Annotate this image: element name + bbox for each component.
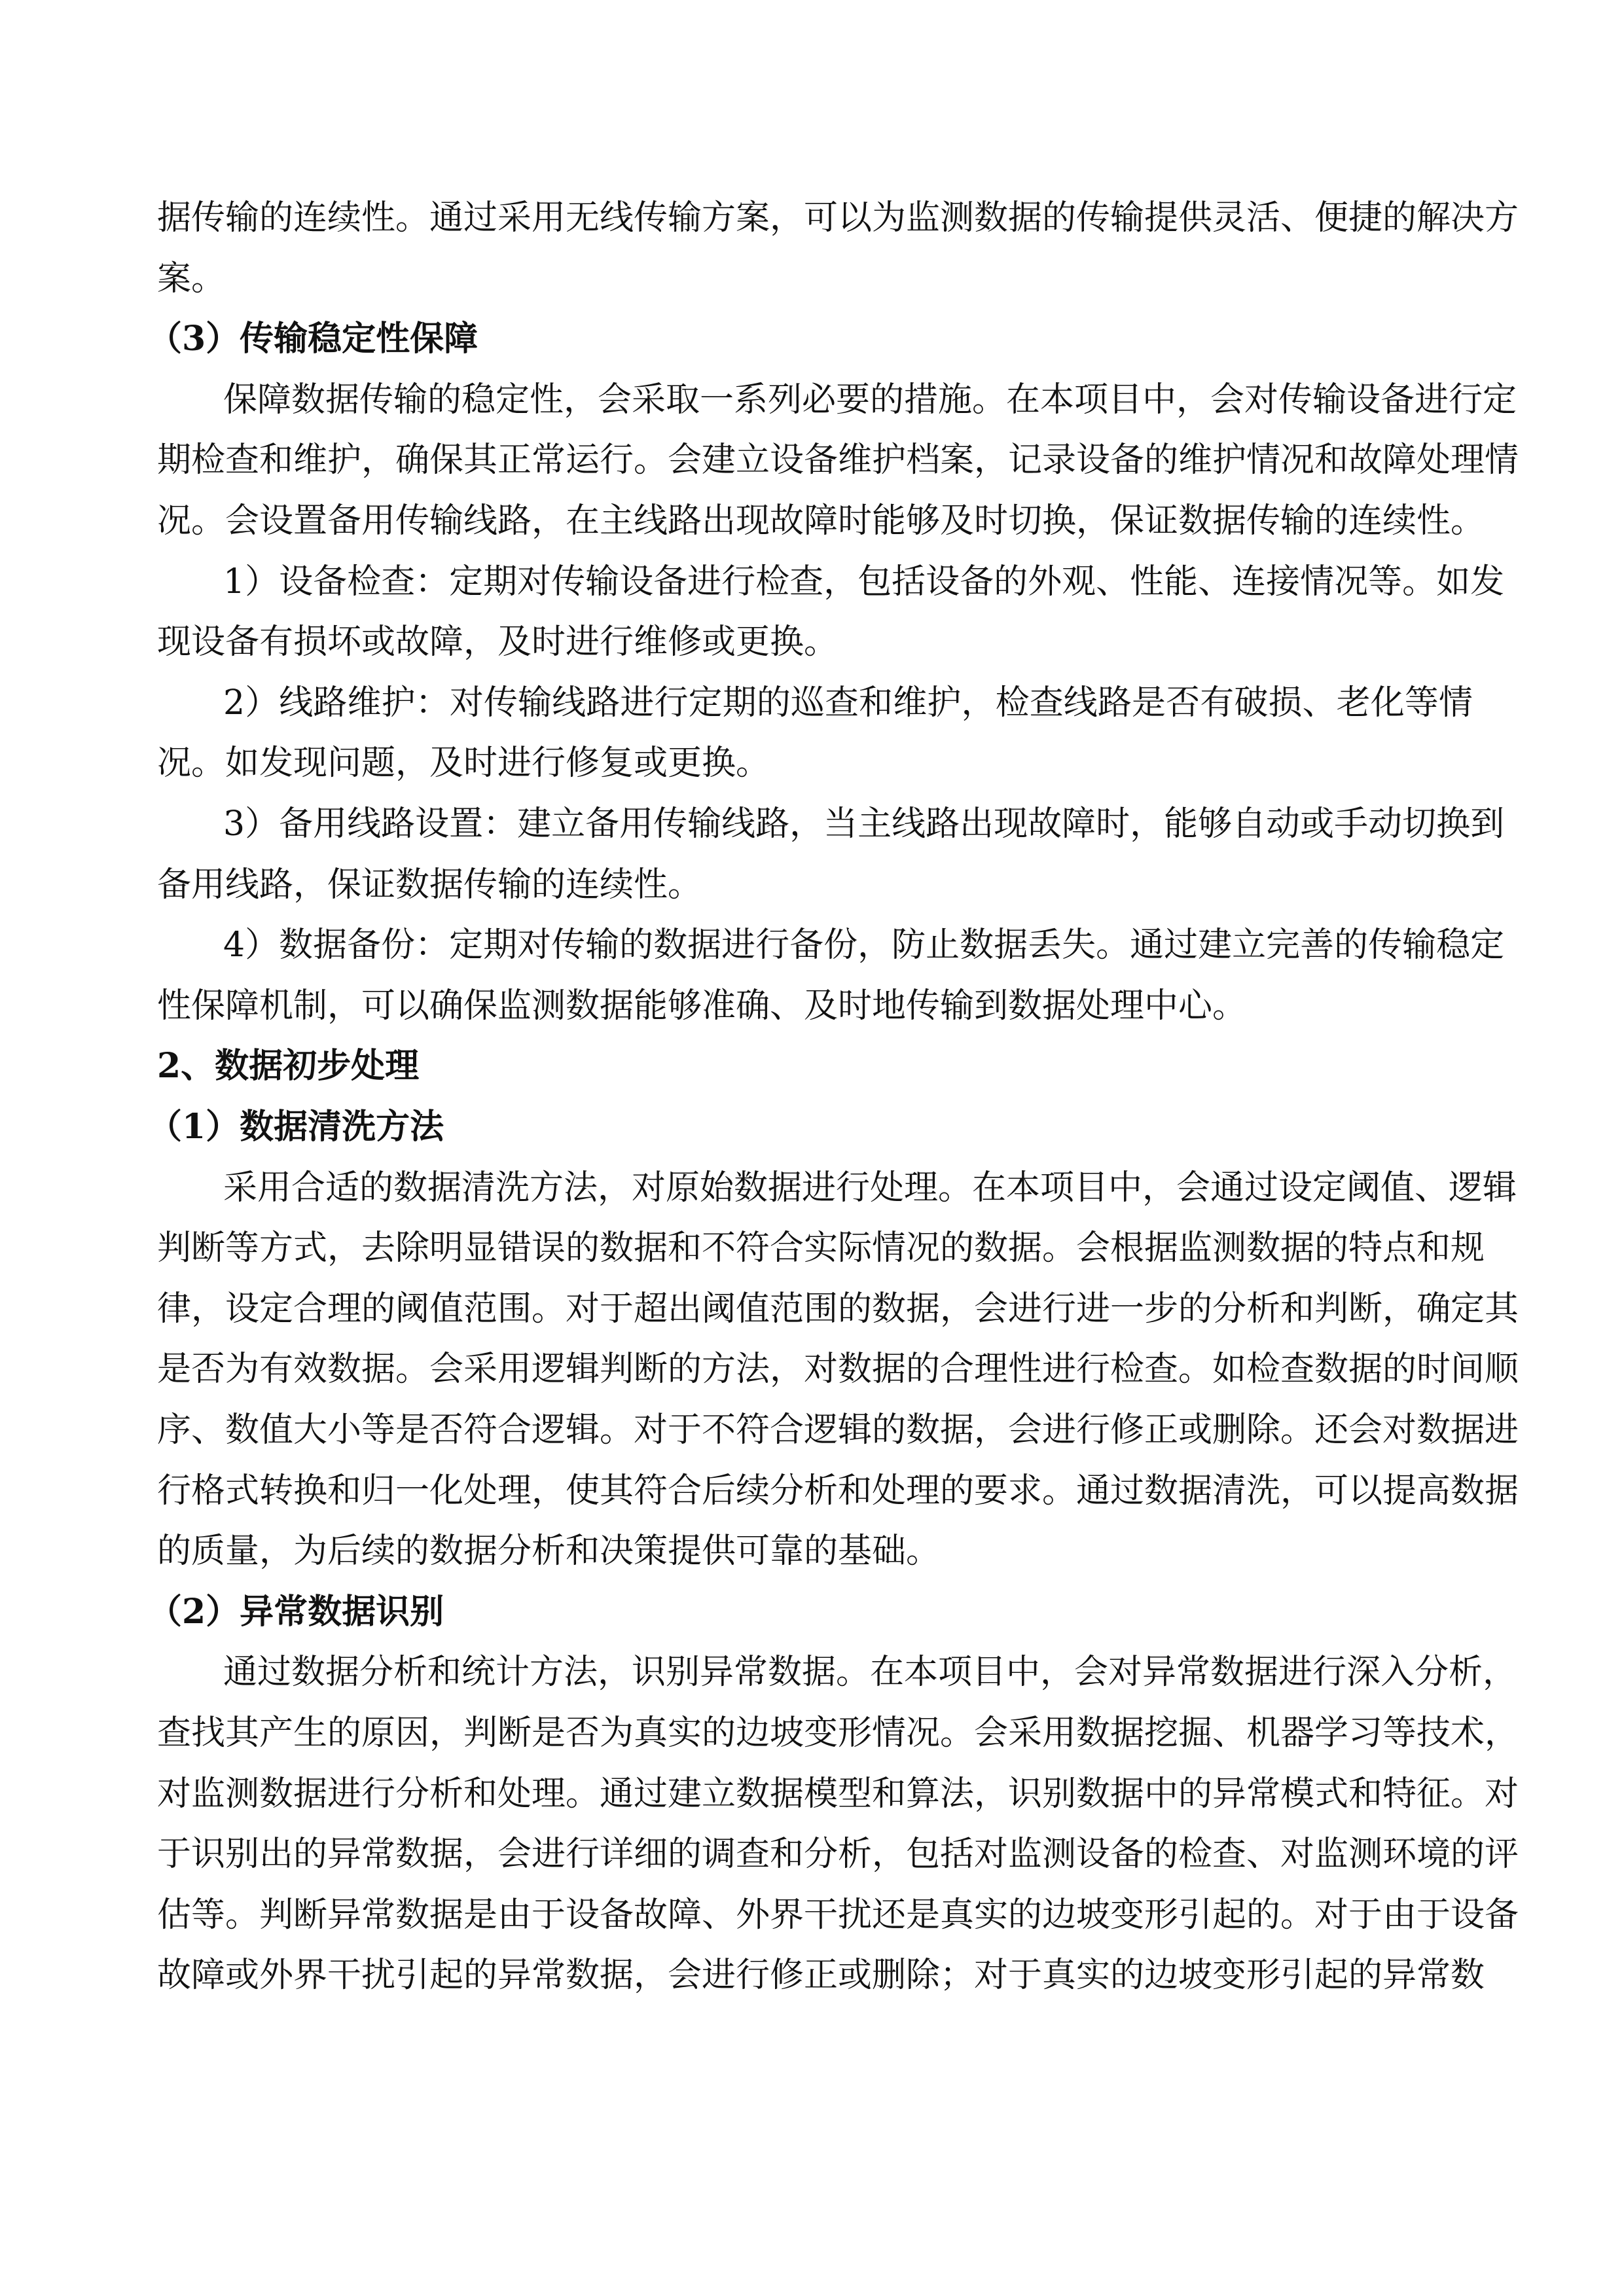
paragraph-line: 通过数据分析和统计方法，识别异常数据。在本项目中，会对异常数据进行深入分析， (223, 1653, 1517, 1693)
subsection-heading: （3）传输稳定性保障 (148, 319, 478, 359)
paragraph-line: 据传输的连续性。通过采用无线传输方案，可以为监测数据的传输提供灵活、便捷的解决方 (157, 198, 1519, 238)
paragraph-line: 是否为有效数据。会采用逻辑判断的方法，对数据的合理性进行检查。如检查数据的时间顺 (157, 1350, 1519, 1390)
paragraph-line: 律，设定合理的阈值范围。对于超出阈值范围的数据，会进行进一步的分析和判断，确定其 (157, 1289, 1519, 1329)
paragraph-line: 2）线路维护：对传输线路进行定期的巡查和维护，检查线路是否有破损、老化等情 (223, 683, 1473, 723)
paragraph-line: 保障数据传输的稳定性，会采取一系列必要的措施。在本项目中，会对传输设备进行定 (223, 380, 1517, 420)
paragraph-line: 的质量，为后续的数据分析和决策提供可靠的基础。 (157, 1532, 941, 1571)
paragraph-line: 采用合适的数据清洗方法，对原始数据进行处理。在本项目中，会通过设定阈值、逻辑 (223, 1168, 1517, 1208)
paragraph-line: 行格式转换和归一化处理，使其符合后续分析和处理的要求。通过数据清洗，可以提高数据 (157, 1471, 1519, 1511)
paragraph-line: 查找其产生的原因，判断是否为真实的边坡变形情况。会采用数据挖掘、机器学习等技术， (157, 1713, 1519, 1753)
subsection-heading: （2）异常数据识别 (148, 1591, 444, 1632)
paragraph-line: 况。会设置备用传输线路，在主线路出现故障时能够及时切换，保证数据传输的连续性。 (157, 501, 1485, 541)
paragraph-line: 现设备有损坏或故障，及时进行维修或更换。 (157, 622, 839, 662)
paragraph-line: 判断等方式，去除明显错误的数据和不符合实际情况的数据。会根据监测数据的特点和规 (157, 1229, 1485, 1268)
paragraph-line: 故障或外界干扰引起的异常数据，会进行修正或删除；对于真实的边坡变形引起的异常数 (157, 1956, 1485, 1996)
paragraph-line: 备用线路，保证数据传输的连续性。 (157, 865, 702, 905)
subsection-heading: （1）数据清洗方法 (148, 1107, 444, 1147)
section-heading: 2、数据初步处理 (157, 1046, 420, 1086)
paragraph-line: 估等。判断异常数据是由于设备故障、外界干扰还是真实的边坡变形引起的。对于由于设备 (157, 1895, 1519, 1935)
paragraph-line: 对监测数据进行分析和处理。通过建立数据模型和算法，识别数据中的异常模式和特征。对 (157, 1774, 1519, 1814)
paragraph-line: 于识别出的异常数据，会进行详细的调查和分析，包括对监测设备的检查、对监测环境的评 (157, 1835, 1519, 1874)
paragraph-line: 案。 (157, 259, 226, 298)
paragraph-line: 序、数值大小等是否符合逻辑。对于不符合逻辑的数据，会进行修正或删除。还会对数据进 (157, 1410, 1519, 1450)
paragraph-line: 性保障机制，可以确保监测数据能够准确、及时地传输到数据处理中心。 (157, 986, 1247, 1026)
paragraph-line: 期检查和维护，确保其正常运行。会建立设备维护档案，记录设备的维护情况和故障处理情 (157, 440, 1519, 480)
paragraph-line: 3）备用线路设置：建立备用传输线路，当主线路出现故障时，能够自动或手动切换到 (223, 804, 1505, 844)
paragraph-line: 况。如发现问题，及时进行修复或更换。 (157, 744, 770, 783)
paragraph-line: 1）设备检查：定期对传输设备进行检查，包括设备的外观、性能、连接情况等。如发 (223, 562, 1505, 601)
paragraph-line: 4）数据备份：定期对传输的数据进行备份，防止数据丢失。通过建立完善的传输稳定 (223, 925, 1505, 965)
